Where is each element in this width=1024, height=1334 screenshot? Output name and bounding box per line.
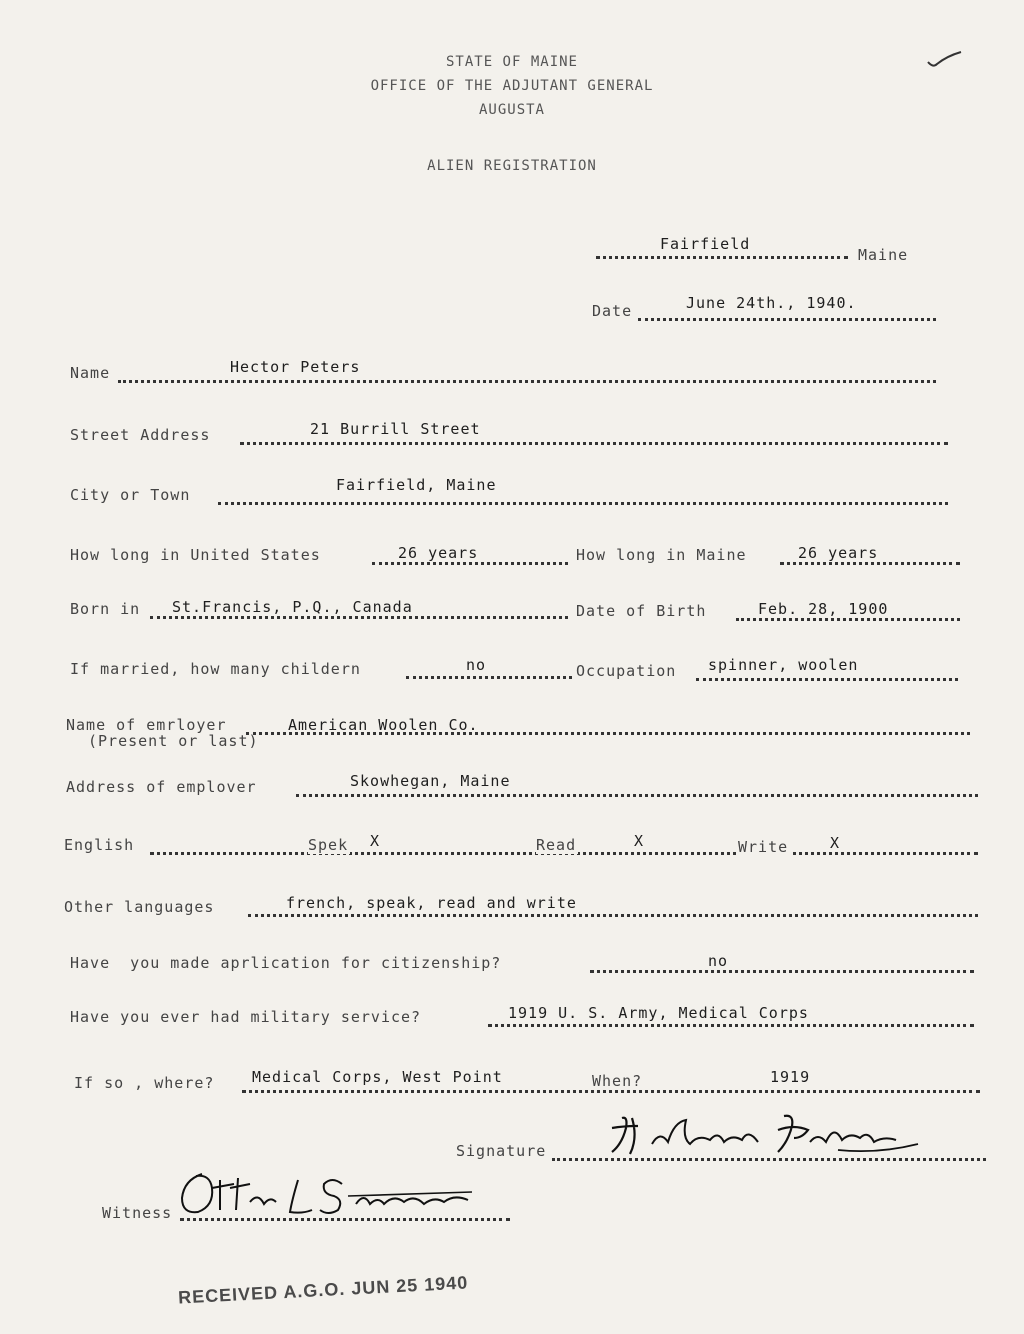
other-languages-dots xyxy=(248,912,978,917)
citizenship-label: Have you made aprlication for citizenship? xyxy=(70,954,502,972)
name-value: Hector Peters xyxy=(230,358,361,376)
write-label: Write xyxy=(738,838,789,856)
employer-address-value: Skowhegan, Maine xyxy=(350,772,511,790)
occupation-dots xyxy=(696,676,958,681)
military-dots xyxy=(488,1022,974,1027)
military-value: 1919 U. S. Army, Medical Corps xyxy=(508,1004,809,1022)
citizenship-value: no xyxy=(708,952,729,970)
occupation-label: Occupation xyxy=(576,662,677,680)
header-office: OFFICE OF THE ADJUTANT GENERAL xyxy=(370,78,654,94)
employer-value: American Woolen Co. xyxy=(288,716,479,734)
place-dots xyxy=(596,254,848,259)
date-label: Date xyxy=(592,302,633,320)
name-dots xyxy=(118,378,936,383)
witness-signature-image xyxy=(172,1166,502,1226)
employer-label: Name of emrloyer xyxy=(66,716,227,734)
place-town: Fairfield xyxy=(660,235,751,253)
other-languages-label: Other languages xyxy=(64,898,215,916)
english-label: English xyxy=(64,836,135,854)
street-label: Street Address xyxy=(70,426,211,444)
occupation-value: spinner, woolen xyxy=(708,656,859,674)
place-state: Maine xyxy=(858,246,909,264)
when-label: When? xyxy=(592,1072,643,1090)
form-title: ALIEN REGISTRATION xyxy=(427,158,597,174)
us-years-label: How long in United States xyxy=(70,546,321,564)
when-value: 1919 xyxy=(770,1068,811,1086)
speak-value: X xyxy=(370,832,381,850)
signature-image xyxy=(598,1108,928,1164)
employer-address-dots xyxy=(296,792,978,797)
name-label: Name xyxy=(70,364,111,382)
military-label: Have you ever had military service? xyxy=(70,1008,422,1026)
date-dots xyxy=(638,316,936,321)
city-label: City or Town xyxy=(70,486,191,504)
us-years-value: 26 years xyxy=(398,544,479,562)
date-value: June 24th., 1940. xyxy=(686,294,857,312)
employer-address-label: Address of emplover xyxy=(66,778,257,796)
dob-label: Date of Birth xyxy=(576,602,707,620)
header-city: AUGUSTA xyxy=(478,102,545,118)
where-value: Medical Corps, West Point xyxy=(252,1068,503,1086)
maine-years-value: 26 years xyxy=(798,544,879,562)
write-value: X xyxy=(830,834,841,852)
city-dots xyxy=(218,500,948,505)
born-label: Born in xyxy=(70,600,141,618)
speak-label: Spek xyxy=(308,836,349,854)
other-languages-value: french, speak, read and write xyxy=(286,894,577,912)
citizenship-dots xyxy=(590,968,974,973)
received-stamp: RECEIVED A.G.O. JUN 25 1940 xyxy=(177,1272,469,1308)
children-value: no xyxy=(466,656,487,674)
read-value: X xyxy=(634,832,645,850)
witness-label: Witness xyxy=(102,1204,173,1222)
dob-value: Feb. 28, 1900 xyxy=(758,600,889,618)
city-value: Fairfield, Maine xyxy=(336,476,497,494)
read-label: Read xyxy=(536,836,577,854)
street-value: 21 Burrill Street xyxy=(310,420,481,438)
check-mark-icon xyxy=(925,48,965,72)
where-label: If so , where? xyxy=(74,1074,215,1092)
employer-sublabel: (Present or last) xyxy=(88,732,259,750)
signature-label: Signature xyxy=(456,1142,547,1160)
born-value: St.Francis, P.Q., Canada xyxy=(172,598,413,616)
children-dots xyxy=(406,674,572,679)
street-dots xyxy=(240,440,948,445)
children-label: If married, how many childern xyxy=(70,660,361,678)
header-state: STATE OF MAINE xyxy=(445,54,578,70)
maine-years-label: How long in Maine xyxy=(576,546,747,564)
